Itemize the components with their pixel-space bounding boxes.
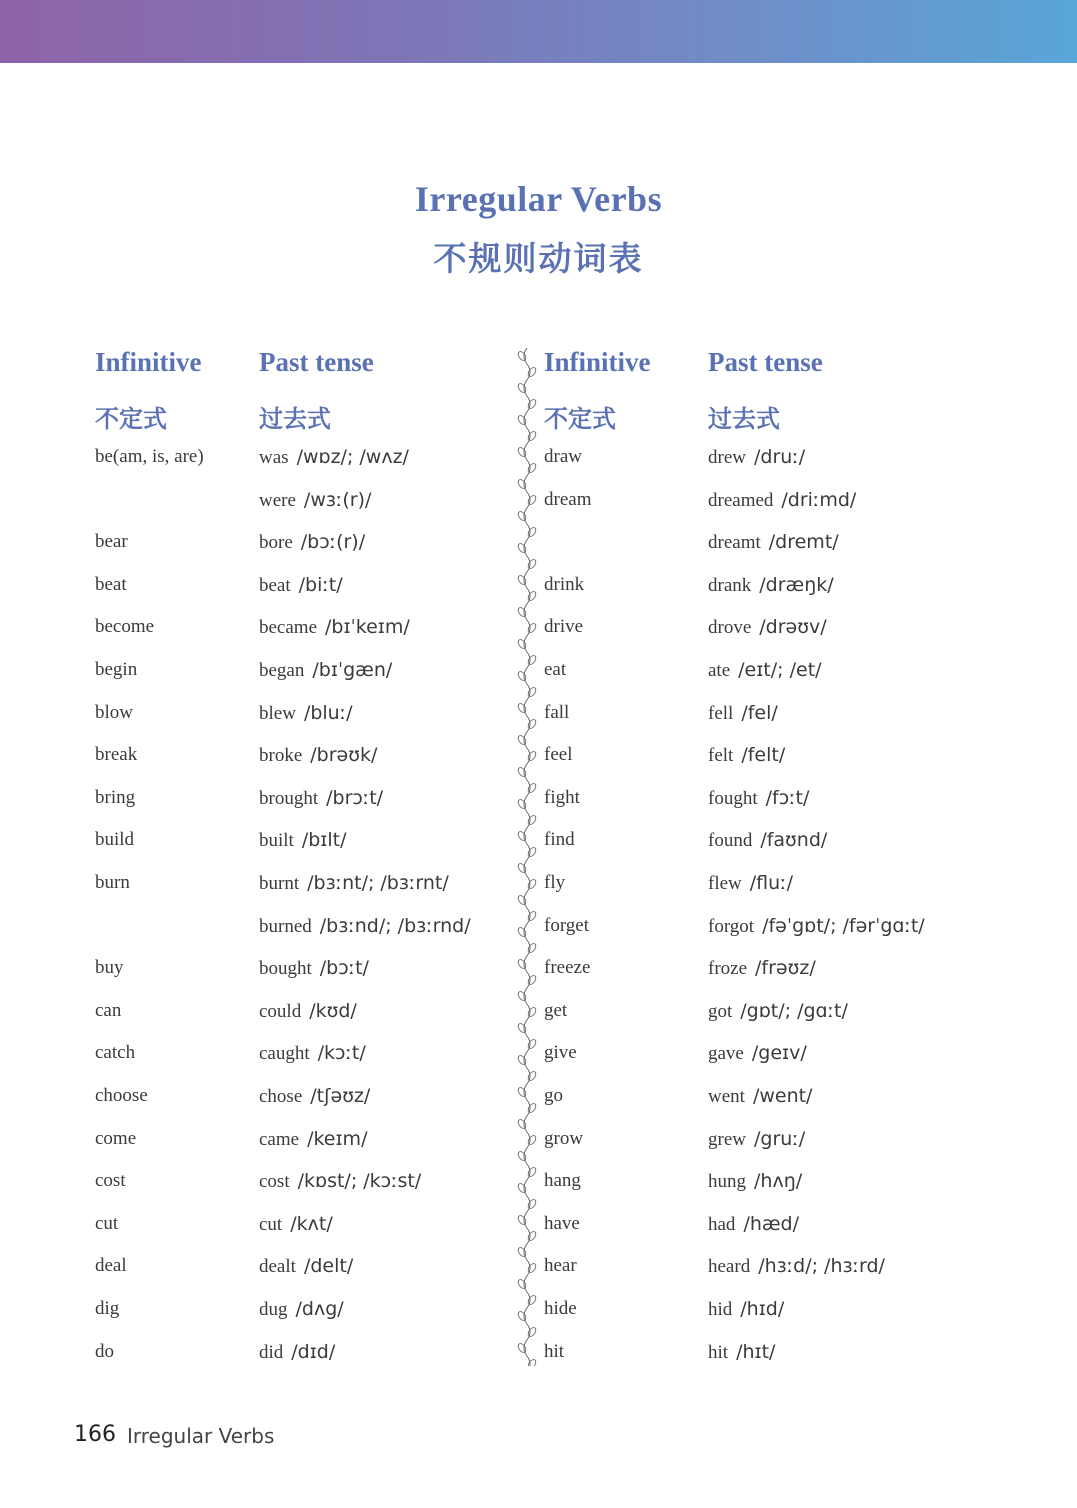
infinitive-word: cost: [95, 1170, 126, 1191]
infinitive-cell: [544, 787, 580, 817]
phonetic-transcription: /wɜː(r)/: [303, 489, 372, 511]
phonetic-transcription: /bɔː(r)/: [300, 531, 366, 553]
past-tense-cell: [708, 659, 822, 689]
infinitive-cell: [95, 616, 154, 646]
phonetic-transcription: /eɪt/; /et/: [738, 659, 822, 681]
footer-section-title: Irregular Verbs: [127, 1424, 275, 1448]
phonetic-transcription: /bɜːnt/; /bɜːrnt/: [307, 872, 449, 894]
infinitive-word: become: [95, 616, 155, 637]
past-tense-cell: [259, 489, 371, 519]
past-tense-cell: [259, 1341, 335, 1371]
infinitive-cell: [95, 1042, 135, 1072]
infinitive-word: fall: [544, 702, 570, 723]
phonetic-transcription: /bɪlt/: [301, 829, 347, 851]
past-tense-cell: [708, 1298, 784, 1328]
past-tense-cell: [708, 1042, 807, 1072]
phonetic-transcription: /tʃəʊz/: [310, 1085, 371, 1107]
infinitive-cell: [544, 744, 572, 774]
past-tense-cell: [259, 1298, 344, 1328]
phonetic-transcription: /gruː/: [753, 1128, 806, 1150]
past-tense-cell: [259, 744, 377, 774]
infinitive-cell: [95, 1298, 119, 1328]
infinitive-word: drive: [544, 616, 584, 637]
top-color-band: [0, 0, 1077, 63]
past-tense-cell: [708, 1255, 885, 1285]
past-tense-word: built: [259, 830, 294, 851]
infinitive-cell: [544, 574, 584, 604]
phonetic-transcription: /dræŋk/: [759, 574, 834, 596]
phonetic-transcription: /hæd/: [743, 1213, 799, 1235]
past-tense-word: was: [259, 447, 289, 468]
infinitive-cell: [544, 616, 583, 646]
phonetic-transcription: /bɪˈgæn/: [312, 659, 393, 681]
past-tense-word: caught: [259, 1043, 310, 1064]
past-tense-cell: [259, 616, 410, 646]
past-tense-cell: [259, 787, 383, 817]
phonetic-transcription: /hɪt/: [736, 1341, 776, 1363]
past-tense-cell: [259, 1128, 367, 1158]
infinitive-word: catch: [95, 1042, 136, 1063]
past-tense-word: dealt: [259, 1256, 296, 1277]
phonetic-transcription: /dɪd/: [291, 1341, 336, 1363]
phonetic-transcription: /kɒst/; /kɔːst/: [297, 1170, 422, 1192]
left-header-past-tense-zh: 过去式: [259, 405, 331, 433]
infinitive-word: dig: [95, 1298, 120, 1319]
infinitive-cell: [544, 829, 575, 859]
phonetic-transcription: /brəʊk/: [310, 744, 378, 766]
past-tense-word: gave: [708, 1043, 744, 1064]
phonetic-transcription: /kʌt/: [290, 1213, 333, 1235]
past-tense-word: found: [708, 830, 753, 851]
past-tense-cell: [708, 446, 805, 476]
infinitive-cell: [95, 702, 133, 732]
phonetic-transcription: /brɔːt/: [326, 787, 384, 809]
infinitive-word: hide: [544, 1298, 577, 1319]
infinitive-cell: [95, 1213, 118, 1243]
infinitive-word: begin: [95, 659, 138, 680]
past-tense-cell: [708, 829, 827, 859]
past-tense-cell: [708, 531, 839, 561]
infinitive-word: do: [95, 1341, 114, 1362]
past-tense-cell: [708, 744, 785, 774]
past-tense-word: drove: [708, 617, 752, 638]
infinitive-cell: [544, 1170, 581, 1200]
past-tense-word: hit: [708, 1342, 729, 1363]
infinitive-cell: [95, 446, 204, 476]
infinitive-word: burn: [95, 872, 130, 893]
infinitive-word: hear: [544, 1255, 577, 1276]
past-tense-cell: [708, 1128, 805, 1158]
phonetic-transcription: /went/: [752, 1085, 813, 1107]
infinitive-word: drink: [544, 574, 585, 595]
past-tense-cell: [259, 957, 369, 987]
infinitive-cell: [544, 1042, 577, 1072]
past-tense-word: dug: [259, 1299, 288, 1320]
phonetic-transcription: /fel/: [741, 702, 778, 724]
right-header-infinitive-zh: 不定式: [544, 405, 616, 433]
past-tense-cell: [259, 574, 343, 604]
infinitive-cell: [544, 659, 566, 689]
past-tense-cell: [259, 829, 347, 859]
phonetic-transcription: /driːmd/: [781, 489, 857, 511]
past-tense-word: became: [259, 617, 318, 638]
left-header-past-tense: Past tense: [259, 347, 374, 377]
past-tense-cell: [259, 1000, 357, 1030]
left-header-infinitive: Infinitive: [95, 347, 202, 377]
infinitive-cell: [95, 744, 137, 774]
infinitive-cell: [544, 915, 589, 945]
infinitive-word: freeze: [544, 957, 591, 978]
past-tense-cell: [708, 616, 827, 646]
past-tense-word: fought: [708, 788, 758, 809]
past-tense-cell: [259, 915, 471, 945]
phonetic-transcription: /bɪˈkeɪm/: [325, 616, 410, 638]
phonetic-transcription: /druː/: [753, 446, 806, 468]
past-tense-word: did: [259, 1342, 284, 1363]
right-header-past-tense-zh: 过去式: [708, 405, 780, 433]
infinitive-word: find: [544, 829, 575, 850]
phonetic-transcription: /felt/: [741, 744, 786, 766]
phonetic-transcription: /faʊnd/: [760, 829, 828, 851]
infinitive-word: deal: [95, 1255, 127, 1276]
past-tense-word: cut: [259, 1214, 283, 1235]
decorative-vine-divider: [516, 348, 538, 1366]
infinitive-cell: [544, 957, 590, 987]
past-tense-word: felt: [708, 745, 734, 766]
phonetic-transcription: /hʌŋ/: [754, 1170, 803, 1192]
infinitive-word: choose: [95, 1085, 148, 1106]
past-tense-word: had: [708, 1214, 736, 1235]
infinitive-cell: [95, 574, 127, 604]
page-title-english: Irregular Verbs: [414, 179, 663, 219]
infinitive-word: cut: [95, 1213, 119, 1234]
past-tense-word: dreamt: [708, 532, 761, 553]
past-tense-cell: [259, 446, 409, 476]
past-tense-word: hung: [708, 1171, 746, 1192]
past-tense-word: could: [259, 1001, 302, 1022]
infinitive-cell: [544, 1298, 577, 1328]
phonetic-transcription: /bɔːt/: [319, 957, 369, 979]
past-tense-word: came: [259, 1129, 300, 1150]
past-tense-word: burnt: [259, 873, 300, 894]
past-tense-cell: [259, 1170, 421, 1200]
infinitive-cell: [95, 1085, 148, 1115]
infinitive-cell: [544, 1213, 580, 1243]
past-tense-word: forgot: [708, 916, 755, 937]
phonetic-transcription: /biːt/: [298, 574, 343, 596]
phonetic-transcription: /delt/: [303, 1255, 354, 1277]
infinitive-word: grow: [544, 1128, 584, 1149]
past-tense-word: bore: [259, 532, 293, 553]
infinitive-word: eat: [544, 659, 567, 680]
infinitive-word: dream: [544, 489, 592, 510]
past-tense-word: burned: [259, 916, 312, 937]
past-tense-word: dreamed: [708, 490, 774, 511]
past-tense-cell: [708, 1085, 812, 1115]
infinitive-word: build: [95, 829, 135, 850]
past-tense-word: went: [708, 1086, 745, 1107]
past-tense-word: ate: [708, 660, 731, 681]
past-tense-cell: [259, 659, 392, 689]
past-tense-word: chose: [259, 1086, 303, 1107]
past-tense-word: were: [259, 490, 296, 511]
past-tense-cell: [708, 787, 809, 817]
infinitive-cell: [95, 1341, 114, 1371]
infinitive-word: draw: [544, 446, 582, 467]
past-tense-word: drank: [708, 575, 752, 596]
infinitive-word: can: [95, 1000, 122, 1021]
infinitive-word: give: [544, 1042, 577, 1063]
phonetic-transcription: /kʊd/: [309, 1000, 357, 1022]
past-tense-word: bought: [259, 958, 312, 979]
infinitive-cell: [544, 1000, 567, 1030]
infinitive-word: go: [544, 1085, 563, 1106]
infinitive-cell: [95, 1000, 121, 1030]
infinitive-cell: [544, 489, 591, 519]
past-tense-word: heard: [708, 1256, 751, 1277]
phonetic-transcription: /fɔːt/: [765, 787, 810, 809]
past-tense-cell: [708, 1213, 799, 1243]
infinitive-word: hang: [544, 1170, 581, 1191]
infinitive-cell: [544, 446, 582, 476]
infinitive-cell: [95, 957, 124, 987]
infinitive-cell: [544, 1255, 577, 1285]
infinitive-cell: [544, 1128, 583, 1158]
past-tense-word: grew: [708, 1129, 746, 1150]
past-tense-cell: [708, 574, 834, 604]
infinitive-cell: [95, 659, 137, 689]
phonetic-transcription: /bluː/: [303, 702, 353, 724]
past-tense-cell: [708, 1000, 848, 1030]
infinitive-word: bring: [95, 787, 136, 808]
past-tense-word: broke: [259, 745, 303, 766]
infinitive-word: break: [95, 744, 138, 765]
past-tense-cell: [259, 1213, 333, 1243]
infinitive-word: forget: [544, 915, 590, 936]
past-tense-word: got: [708, 1001, 733, 1022]
phonetic-transcription: /wɒz/; /wʌz/: [296, 446, 409, 468]
phonetic-transcription: /hɜːd/; /hɜːrd/: [758, 1255, 885, 1277]
past-tense-word: brought: [259, 788, 319, 809]
infinitive-cell: [95, 1128, 136, 1158]
phonetic-transcription: /dremt/: [768, 531, 839, 553]
past-tense-cell: [708, 915, 925, 945]
phonetic-transcription: /kɔːt/: [317, 1042, 366, 1064]
page-title-chinese: 不规则动词表: [433, 239, 644, 278]
past-tense-cell: [259, 1255, 353, 1285]
infinitive-word: hit: [544, 1341, 565, 1362]
infinitive-cell: [95, 1255, 127, 1285]
phonetic-transcription: /geɪv/: [751, 1042, 807, 1064]
infinitive-word: buy: [95, 957, 124, 978]
past-tense-word: hid: [708, 1299, 733, 1320]
infinitive-word: be(am, is, are): [95, 446, 204, 467]
infinitive-cell: [544, 872, 565, 902]
infinitive-word: get: [544, 1000, 568, 1021]
phonetic-transcription: /fəˈgɒt/; /fərˈgɑːt/: [762, 915, 925, 937]
infinitive-word: fight: [544, 787, 580, 808]
past-tense-word: blew: [259, 703, 296, 724]
infinitive-word: blow: [95, 702, 133, 723]
phonetic-transcription: /bɜːnd/; /bɜːrnd/: [319, 915, 471, 937]
left-header-infinitive-zh: 不定式: [95, 405, 167, 433]
infinitive-word: beat: [95, 574, 127, 595]
right-header-infinitive: Infinitive: [544, 347, 651, 377]
infinitive-cell: [544, 1341, 564, 1371]
phonetic-transcription: /gɒt/; /gɑːt/: [740, 1000, 848, 1022]
phonetic-transcription: /dʌg/: [295, 1298, 344, 1320]
past-tense-cell: [708, 872, 793, 902]
infinitive-cell: [544, 702, 569, 732]
phonetic-transcription: /fluː/: [749, 872, 793, 894]
past-tense-cell: [708, 702, 778, 732]
infinitive-word: fly: [544, 872, 566, 893]
infinitive-cell: [95, 531, 128, 561]
past-tense-word: froze: [708, 958, 748, 979]
infinitive-cell: [95, 872, 130, 902]
infinitive-word: bear: [95, 531, 128, 552]
phonetic-transcription: /drəʊv/: [759, 616, 827, 638]
phonetic-transcription: /hɪd/: [740, 1298, 785, 1320]
past-tense-word: fell: [708, 703, 734, 724]
phonetic-transcription: /keɪm/: [307, 1128, 368, 1150]
page-number: 166: [74, 1422, 116, 1447]
past-tense-cell: [259, 1085, 370, 1115]
past-tense-cell: [708, 489, 856, 519]
past-tense-word: beat: [259, 575, 291, 596]
past-tense-cell: [259, 872, 449, 902]
infinitive-word: come: [95, 1128, 137, 1149]
infinitive-cell: [95, 787, 135, 817]
past-tense-word: flew: [708, 873, 742, 894]
infinitive-cell: [95, 1170, 126, 1200]
infinitive-cell: [544, 1085, 563, 1115]
past-tense-cell: [259, 1042, 366, 1072]
phonetic-transcription: /frəʊz/: [755, 957, 816, 979]
infinitive-cell: [95, 829, 134, 859]
past-tense-word: drew: [708, 447, 746, 468]
right-header-past-tense: Past tense: [708, 347, 823, 377]
past-tense-cell: [708, 1341, 775, 1371]
past-tense-cell: [708, 957, 816, 987]
past-tense-word: began: [259, 660, 305, 681]
past-tense-word: cost: [259, 1171, 290, 1192]
past-tense-cell: [708, 1170, 802, 1200]
past-tense-cell: [259, 531, 365, 561]
infinitive-word: have: [544, 1213, 580, 1234]
infinitive-word: feel: [544, 744, 573, 765]
past-tense-cell: [259, 702, 353, 732]
